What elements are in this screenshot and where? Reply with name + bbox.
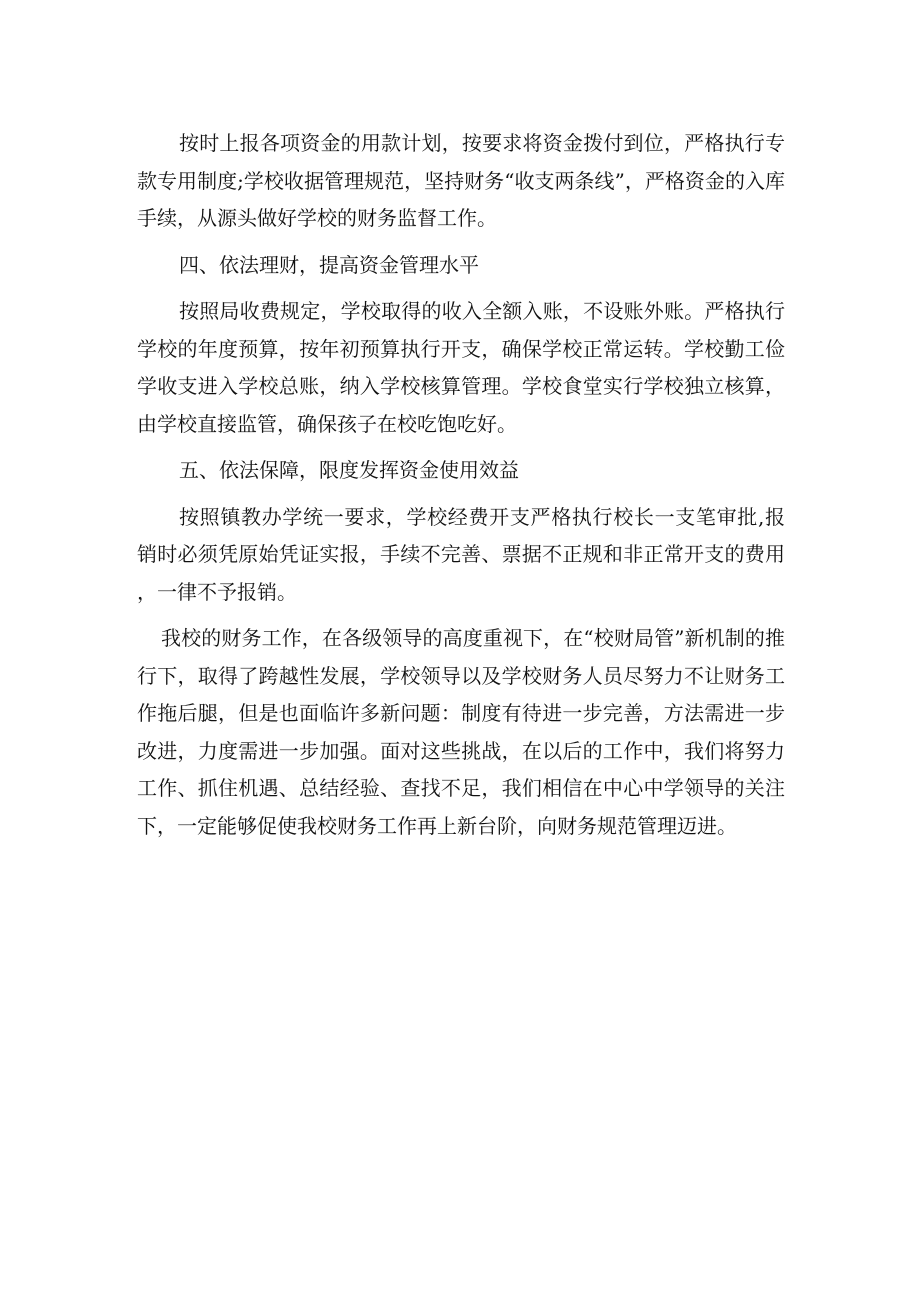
paragraph-fund-plan: 按时上报各项资金的用款计划，按要求将资金拨付到位，严格执行专款专用制度;学校收据管理规范，坚持财务“收支两条线”，严格资金的入库手续，从源头做好学校的财务监督工作。 xyxy=(137,131,785,230)
section-heading-four: 四、依法理财，提高资金管理水平 xyxy=(179,252,479,277)
paragraph-summary: 我校的财务工作，在各级领导的高度重视下，在“校财局管”新机制的推行下，取得了跨越性发展，学校领导以及学校财务人员尽努力不让财务工作拖后腿，但是也面临许多新问题：制度有待进一步完善，方法需进一步改进，力度需进一步加强。面对这些挑战，在以后的工作中，我们将努力工作、抓住机遇、总结经验、查找不足，我们相信在中心中学领导的关注下，一定能够促使我校财务工作再上新台阶，向财务规范管理迈进。 xyxy=(137,626,785,838)
paragraph-expense-approval: 按照镇教办学统一要求，学校经费开支严格执行校长一支笔审批,报销时必须凭原始凭证实报，手续不完善、票据不正规和非正常开支的费用，一律不予报销。 xyxy=(137,504,785,604)
document-body xyxy=(137,125,785,854)
paragraph-income-budget: 按照局收费规定，学校取得的收入全额入账，不设账外账。严格执行学校的年度预算，按年初预算执行开支，确保学校正常运转。学校勤工俭学收支进入学校总账，纳入学校核算管理。学校食堂实行学校独立核算，由学校直接监管，确保孩子在校吃饱吃好。 xyxy=(137,299,785,436)
section-heading-five: 五、依法保障，限度发挥资金使用效益 xyxy=(179,458,519,482)
